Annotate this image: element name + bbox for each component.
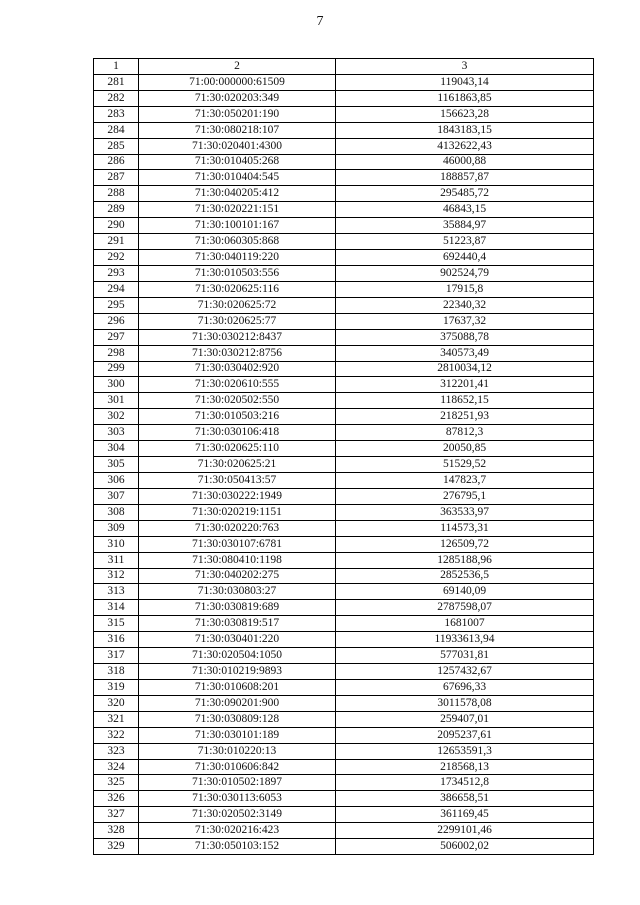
table-row [94,234,594,250]
value-cell: 22340,32 [336,297,594,313]
value-cell: 67696,33 [336,679,594,695]
table-row [94,504,594,520]
table-row [94,488,594,504]
cadastral-number-cell: 71:30:030819:689 [139,600,336,616]
table-row [94,472,594,488]
table-row [94,568,594,584]
row-number-cell: 293 [94,265,139,281]
row-number-cell: 285 [94,138,139,154]
value-cell: 2810034,12 [336,361,594,377]
row-number-cell: 289 [94,202,139,218]
row-number-cell: 298 [94,345,139,361]
table-row [94,122,594,138]
table-row [94,218,594,234]
row-number-cell: 322 [94,727,139,743]
table-row [94,695,594,711]
value-cell: 20050,85 [336,441,594,457]
cadastral-number-cell: 71:30:030222:1949 [139,488,336,504]
row-number-cell: 321 [94,711,139,727]
value-cell: 1734512,8 [336,775,594,791]
cadastral-number-cell: 71:30:010502:1897 [139,775,336,791]
cadastral-number-cell: 71:30:050201:190 [139,106,336,122]
cadastral-number-cell: 71:30:030401:220 [139,632,336,648]
cadastral-number-cell: 71:30:020625:110 [139,441,336,457]
value-cell: 2095237,61 [336,727,594,743]
row-number-cell: 329 [94,839,139,855]
cadastral-number-cell: 71:30:020216:423 [139,823,336,839]
row-number-cell: 328 [94,823,139,839]
value-cell: 156623,28 [336,106,594,122]
table-row [94,648,594,664]
cadastral-number-cell: 71:30:030212:8756 [139,345,336,361]
value-cell: 1285188,96 [336,552,594,568]
value-cell: 188857,87 [336,170,594,186]
cadastral-number-cell: 71:30:020625:21 [139,457,336,473]
table-row [94,345,594,361]
cadastral-number-cell: 71:30:010219:9893 [139,664,336,680]
table-row [94,329,594,345]
cadastral-number-cell: 71:30:080410:1198 [139,552,336,568]
cadastral-number-cell: 71:30:080218:107 [139,122,336,138]
table-row [94,552,594,568]
table-row [94,90,594,106]
table-row [94,520,594,536]
cadastral-number-cell: 71:30:010606:842 [139,759,336,775]
cadastral-number-cell: 71:30:050413:57 [139,472,336,488]
value-cell: 1161863,85 [336,90,594,106]
cadastral-number-cell: 71:30:020502:550 [139,393,336,409]
value-cell: 46000,88 [336,154,594,170]
value-cell: 3011578,08 [336,695,594,711]
cadastral-number-cell: 71:30:040202:275 [139,568,336,584]
cadastral-number-cell: 71:30:020220:763 [139,520,336,536]
table-row [94,679,594,695]
value-cell: 259407,01 [336,711,594,727]
table-row [94,759,594,775]
table-row [94,775,594,791]
cadastral-number-cell: 71:30:030212:8437 [139,329,336,345]
cadastral-number-cell: 71:30:050103:152 [139,839,336,855]
row-number-cell: 306 [94,472,139,488]
table-row [94,74,594,90]
table-row [94,106,594,122]
row-number-cell: 303 [94,425,139,441]
row-number-cell: 281 [94,74,139,90]
cadastral-number-cell: 71:30:010503:556 [139,265,336,281]
cadastral-number-cell: 71:30:020502:3149 [139,807,336,823]
table-row [94,823,594,839]
table-row [94,727,594,743]
table-row [94,154,594,170]
value-cell: 375088,78 [336,329,594,345]
cadastral-number-cell: 71:30:030101:189 [139,727,336,743]
cadastral-number-cell: 71:30:020504:1050 [139,648,336,664]
row-number-cell: 320 [94,695,139,711]
table-row [94,170,594,186]
table-body [94,74,594,854]
row-number-cell: 316 [94,632,139,648]
cadastral-number-cell: 71:30:020221:151 [139,202,336,218]
value-cell: 2852536,5 [336,568,594,584]
table-row [94,281,594,297]
column-header-3: 3 [336,59,594,75]
cadastral-number-cell: 71:30:010608:201 [139,679,336,695]
value-cell: 361169,45 [336,807,594,823]
table-row [94,743,594,759]
row-number-cell: 324 [94,759,139,775]
row-number-cell: 315 [94,616,139,632]
row-number-cell: 311 [94,552,139,568]
value-cell: 11933613,94 [336,632,594,648]
table-row [94,297,594,313]
row-number-cell: 295 [94,297,139,313]
cadastral-number-cell: 71:30:030819:517 [139,616,336,632]
table-row [94,441,594,457]
cadastral-number-cell: 71:30:030803:27 [139,584,336,600]
table-row [94,711,594,727]
row-number-cell: 308 [94,504,139,520]
value-cell: 506002,02 [336,839,594,855]
value-cell: 46843,15 [336,202,594,218]
row-number-cell: 312 [94,568,139,584]
value-cell: 69140,09 [336,584,594,600]
value-cell: 295485,72 [336,186,594,202]
row-number-cell: 302 [94,409,139,425]
row-number-cell: 327 [94,807,139,823]
table-row [94,791,594,807]
table-row [94,250,594,266]
row-number-cell: 287 [94,170,139,186]
value-cell: 51529,52 [336,457,594,473]
value-cell: 1843183,15 [336,122,594,138]
row-number-cell: 318 [94,664,139,680]
table-row [94,584,594,600]
cadastral-number-cell: 71:30:040205:412 [139,186,336,202]
table-row [94,377,594,393]
value-cell: 17915,8 [336,281,594,297]
row-number-cell: 286 [94,154,139,170]
row-number-cell: 313 [94,584,139,600]
value-cell: 35884,97 [336,218,594,234]
row-number-cell: 326 [94,791,139,807]
cadastral-number-cell: 71:30:020625:72 [139,297,336,313]
row-number-cell: 323 [94,743,139,759]
value-cell: 577031,81 [336,648,594,664]
table-row [94,807,594,823]
value-cell: 386658,51 [336,791,594,807]
value-cell: 902524,79 [336,265,594,281]
table-row [94,457,594,473]
table-row [94,425,594,441]
row-number-cell: 290 [94,218,139,234]
value-cell: 12653591,3 [336,743,594,759]
table-row [94,265,594,281]
table-row [94,536,594,552]
table-row [94,409,594,425]
cadastral-number-cell: 71:30:020610:555 [139,377,336,393]
cadastral-number-cell: 71:30:030113:6053 [139,791,336,807]
value-cell: 692440,4 [336,250,594,266]
table-row [94,393,594,409]
table-row [94,186,594,202]
cadastral-number-cell: 71:30:020625:116 [139,281,336,297]
value-cell: 218251,93 [336,409,594,425]
value-cell: 119043,14 [336,74,594,90]
value-cell: 126509,72 [336,536,594,552]
table-row [94,839,594,855]
value-cell: 1257432,67 [336,664,594,680]
table-row [94,616,594,632]
row-number-cell: 292 [94,250,139,266]
value-cell: 340573,49 [336,345,594,361]
value-cell: 2299101,46 [336,823,594,839]
value-cell: 87812,3 [336,425,594,441]
value-cell: 147823,7 [336,472,594,488]
table-row [94,138,594,154]
cadastral-number-cell: 71:30:090201:900 [139,695,336,711]
row-number-cell: 297 [94,329,139,345]
cadastral-number-cell: 71:30:030107:6781 [139,536,336,552]
row-number-cell: 296 [94,313,139,329]
table-row [94,313,594,329]
value-cell: 218568,13 [336,759,594,775]
cadastral-number-cell: 71:30:010503:216 [139,409,336,425]
row-number-cell: 299 [94,361,139,377]
column-header-1: 1 [94,59,139,75]
cadastral-number-cell: 71:30:020625:77 [139,313,336,329]
row-number-cell: 319 [94,679,139,695]
value-cell: 276795,1 [336,488,594,504]
cadastral-number-cell: 71:30:010404:545 [139,170,336,186]
value-cell: 51223,87 [336,234,594,250]
table-row [94,600,594,616]
value-cell: 4132622,43 [336,138,594,154]
cadastral-number-cell: 71:00:000000:61509 [139,74,336,90]
cadastral-number-cell: 71:30:060305:868 [139,234,336,250]
column-header-2: 2 [139,59,336,75]
cadastral-number-cell: 71:30:040119:220 [139,250,336,266]
data-table [93,58,594,855]
cadastral-number-cell: 71:30:020219:1151 [139,504,336,520]
table-row [94,632,594,648]
value-cell: 363533,97 [336,504,594,520]
value-cell: 2787598,07 [336,600,594,616]
row-number-cell: 294 [94,281,139,297]
row-number-cell: 300 [94,377,139,393]
row-number-cell: 309 [94,520,139,536]
row-number-cell: 283 [94,106,139,122]
row-number-cell: 317 [94,648,139,664]
row-number-cell: 304 [94,441,139,457]
cadastral-number-cell: 71:30:030402:920 [139,361,336,377]
page-number: 7 [316,14,324,29]
cadastral-number-cell: 71:30:020401:4300 [139,138,336,154]
header-row [94,59,594,75]
table-row [94,664,594,680]
table-row [94,202,594,218]
row-number-cell: 284 [94,122,139,138]
value-cell: 312201,41 [336,377,594,393]
row-number-cell: 314 [94,600,139,616]
value-cell: 118652,15 [336,393,594,409]
cadastral-number-cell: 71:30:030809:128 [139,711,336,727]
row-number-cell: 307 [94,488,139,504]
row-number-cell: 305 [94,457,139,473]
row-number-cell: 282 [94,90,139,106]
row-number-cell: 288 [94,186,139,202]
table-header [94,59,594,75]
cadastral-number-cell: 71:30:010220:13 [139,743,336,759]
cadastral-number-cell: 71:30:010405:268 [139,154,336,170]
row-number-cell: 325 [94,775,139,791]
table-row [94,361,594,377]
cadastral-number-cell: 71:30:020203:349 [139,90,336,106]
value-cell: 17637,32 [336,313,594,329]
cadastral-number-cell: 71:30:100101:167 [139,218,336,234]
value-cell: 114573,31 [336,520,594,536]
row-number-cell: 291 [94,234,139,250]
row-number-cell: 301 [94,393,139,409]
row-number-cell: 310 [94,536,139,552]
cadastral-number-cell: 71:30:030106:418 [139,425,336,441]
value-cell: 1681007 [336,616,594,632]
